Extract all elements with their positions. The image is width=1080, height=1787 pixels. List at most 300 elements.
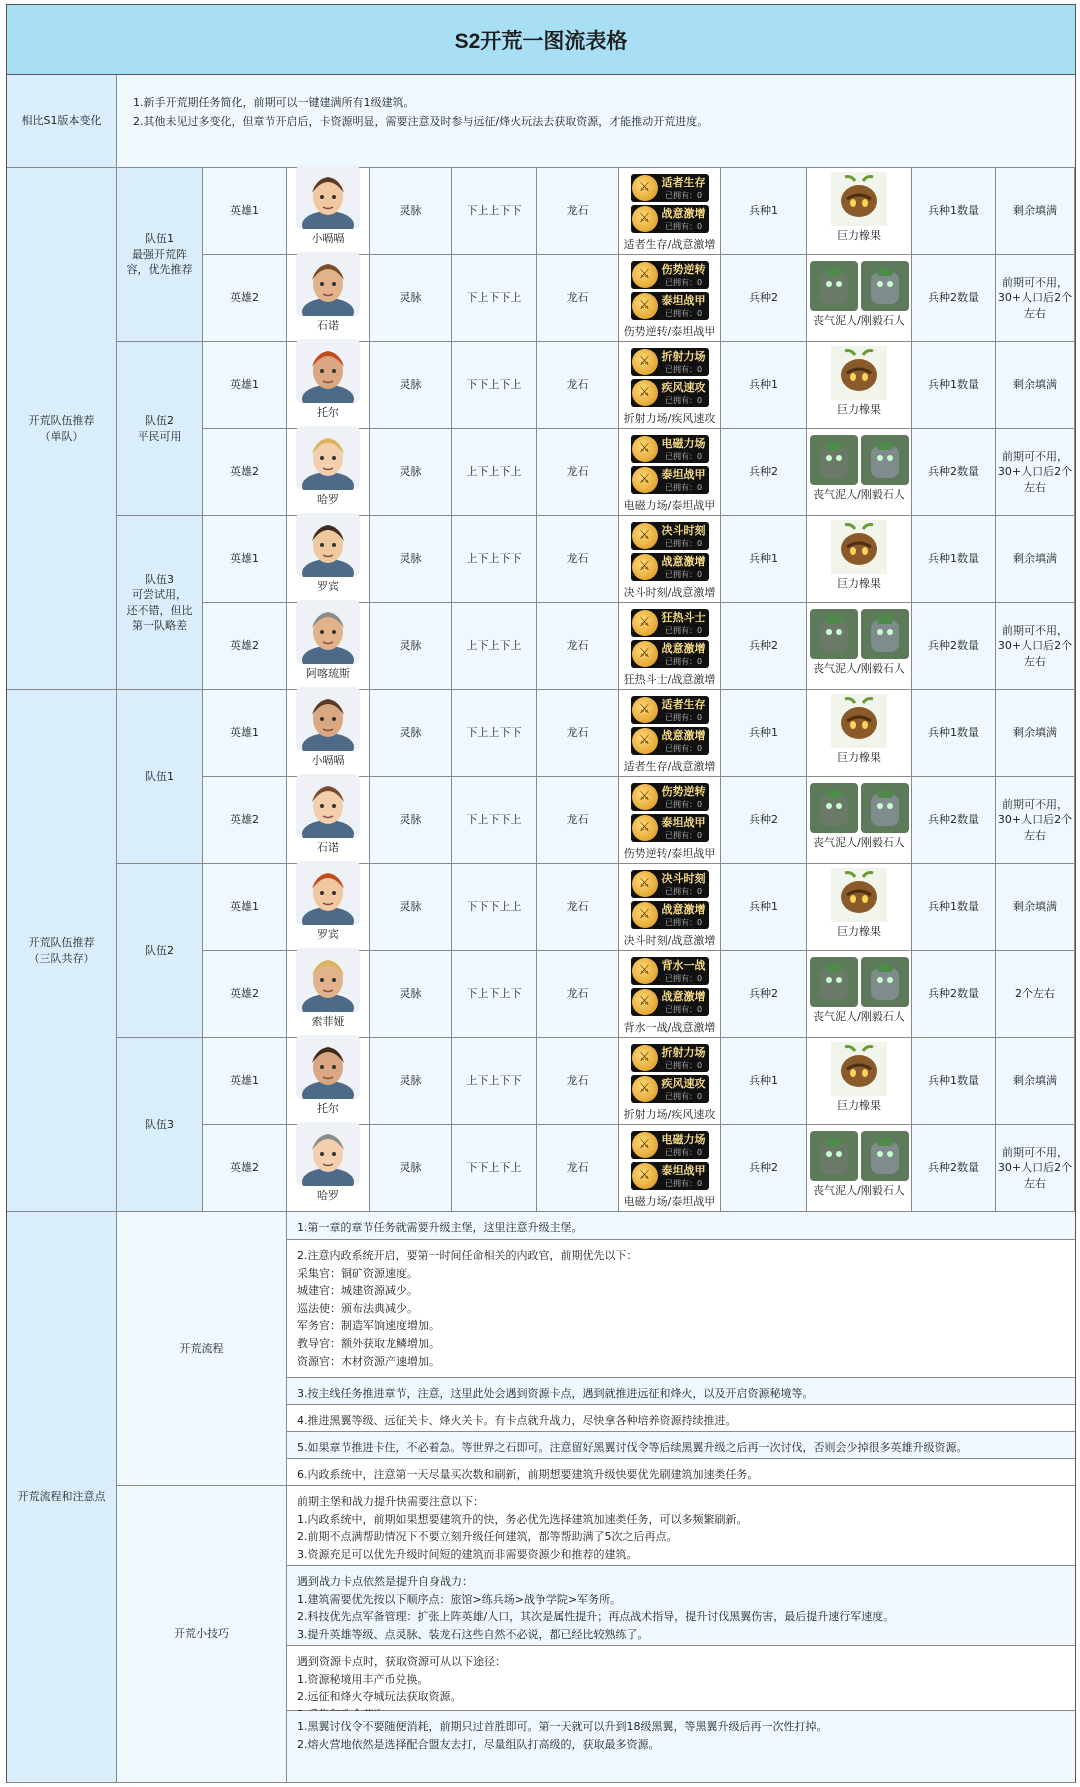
direction-cell: 上下上下下	[452, 516, 537, 603]
skill-text	[662, 815, 706, 842]
skills-label: 狂热斗士/战意激增	[623, 672, 716, 686]
skill-name: 泰坦战甲	[661, 467, 706, 481]
hero-portrait	[296, 687, 360, 751]
unit-cell	[807, 342, 912, 429]
unit-images	[810, 609, 909, 659]
quantity-cell: 兵种2数量	[912, 1125, 996, 1212]
hero-portrait	[296, 600, 360, 664]
quantity-cell: 兵种2数量	[912, 951, 996, 1038]
skill-owned: 已拥有：0	[664, 538, 703, 548]
acorn-icon	[831, 346, 887, 400]
unit-label: 丧气泥人/刚毅石人	[813, 1184, 905, 1198]
skill-owned: 已拥有：0	[664, 364, 703, 374]
direction-cell: 上下上下下	[452, 1038, 537, 1125]
skill-icon: ⚔	[632, 175, 658, 201]
direction-cell: 下下下上上	[452, 864, 537, 951]
note-cell: 剩余填满	[996, 864, 1075, 951]
skill-icon: ⚔	[632, 697, 658, 723]
hero-slot: 英雄2	[203, 951, 287, 1038]
flow-step: 2.注意内政系统开启，要第一时间任命相关的内政官，前期优先以下： 采集官：铜矿资源速度。 城建官：城建资源减少。 巡法使：颁布法典减少。 军务官：制造军饷速度增加。 教导官：额外获取龙鳞增加。 资源官：木材资源产速增加。	[287, 1240, 1075, 1378]
skills-label: 伤势逆转/泰坦战甲	[623, 846, 716, 860]
unit-cell	[807, 951, 912, 1038]
page-title: S2开荒一图流表格	[7, 5, 1075, 75]
skills-cell	[619, 429, 721, 516]
hero-cell	[287, 951, 370, 1038]
dragonstone-cell: 龙石	[537, 168, 619, 255]
hero-cell	[287, 603, 370, 690]
hero-name: 小嗝嗝	[311, 754, 345, 768]
skills-label: 适者生存/战意激增	[623, 237, 716, 251]
direction-cell: 下上下下上	[452, 777, 537, 864]
dragonstone-cell: 龙石	[537, 342, 619, 429]
skill-owned: 已拥有：0	[664, 973, 703, 983]
vein-cell: 灵脉	[370, 777, 452, 864]
skill-text	[662, 784, 706, 811]
skill-card	[631, 640, 709, 668]
skill-card	[631, 1131, 709, 1159]
skill-name: 疾风速攻	[661, 380, 706, 394]
note-cell: 剩余填满	[996, 516, 1075, 603]
quantity-cell: 兵种2数量	[912, 777, 996, 864]
skill-text	[662, 1045, 706, 1072]
skill-owned: 已拥有：0	[664, 1004, 703, 1014]
vein-cell: 灵脉	[370, 690, 452, 777]
unit-type-cell: 兵种2	[721, 777, 807, 864]
unit-images	[810, 1131, 909, 1181]
skill-name: 适者生存	[661, 697, 706, 711]
direction-cell: 下下上下上	[452, 342, 537, 429]
hero-cell	[287, 1038, 370, 1125]
unit-cell	[807, 255, 912, 342]
skill-icon: ⚔	[632, 989, 658, 1015]
unit-type-cell: 兵种2	[721, 603, 807, 690]
team-label: 队伍3 可尝试用， 还不错，但比 第一队略差	[117, 516, 203, 690]
hero-cell	[287, 864, 370, 951]
dragonstone-cell: 龙石	[537, 1038, 619, 1125]
skill-icon: ⚔	[632, 1163, 658, 1189]
hero-cell	[287, 777, 370, 864]
dragonstone-cell: 龙石	[537, 516, 619, 603]
hero-cell	[287, 429, 370, 516]
direction-cell: 下上下下上	[452, 255, 537, 342]
flow-step: 6.内政系统中，注意第一天尽量买次数和刷新，前期想要建筑升级快要优先刷建筑加速类任务。	[287, 1459, 1075, 1486]
unit-label: 巨力橡果	[837, 403, 881, 417]
note-cell: 剩余填满	[996, 168, 1075, 255]
vein-cell: 灵脉	[370, 255, 452, 342]
flow-label: 开荒流程	[117, 1212, 287, 1486]
skill-icon: ⚔	[632, 554, 658, 580]
skill-card	[631, 696, 709, 724]
skill-icon: ⚔	[632, 815, 658, 841]
skill-owned: 已拥有：0	[664, 277, 703, 287]
tip-block: 前期主堡和战力提升快需要注意以下： 1.内政系统中，前期如果想要建筑升的快，务必优先选择建筑加速类任务，可以多频繁刷新。 2.前期不点满帮助情况下不要立刻升级任何建筑，都等帮助满了5次之后再点。 3.资源充足可以优先升级时间短的建筑而非需要资源少和推荐的建筑。	[287, 1486, 1075, 1566]
skill-owned: 已拥有：0	[664, 221, 703, 231]
skill-card	[631, 988, 709, 1016]
hero-name: 托尔	[317, 406, 339, 420]
skills-cell	[619, 951, 721, 1038]
skill-icon: ⚔	[632, 523, 658, 549]
skill-text	[662, 989, 706, 1016]
skill-name: 泰坦战甲	[661, 1163, 706, 1177]
skills-cell	[619, 342, 721, 429]
skill-name: 战意激增	[661, 728, 706, 742]
skill-text	[662, 523, 706, 550]
acorn-icon	[831, 172, 887, 226]
note-cell: 2个左右	[996, 951, 1075, 1038]
skill-card	[631, 783, 709, 811]
unit-images	[831, 868, 887, 922]
hero-cell	[287, 168, 370, 255]
hero-portrait	[296, 339, 360, 403]
skill-name: 折射力场	[661, 349, 706, 363]
skill-text	[662, 380, 706, 407]
unit-cell	[807, 168, 912, 255]
skills-label: 伤势逆转/泰坦战甲	[623, 324, 716, 338]
skill-owned: 已拥有：0	[664, 712, 703, 722]
skill-text	[662, 175, 706, 202]
hero-name: 罗宾	[317, 928, 339, 942]
skill-card	[631, 1044, 709, 1072]
stone-golem-icon	[861, 261, 909, 311]
dragonstone-cell: 龙石	[537, 255, 619, 342]
skill-text	[662, 610, 706, 637]
hero-name: 石诺	[317, 841, 339, 855]
skill-text	[662, 958, 706, 985]
skill-name: 决斗时刻	[661, 523, 706, 537]
unit-type-cell: 兵种1	[721, 168, 807, 255]
hero-slot: 英雄1	[203, 690, 287, 777]
process-label: 开荒流程和注意点	[7, 1212, 117, 1783]
hero-name: 阿喀琉斯	[306, 667, 350, 681]
quantity-cell: 兵种1数量	[912, 342, 996, 429]
skill-name: 泰坦战甲	[661, 293, 706, 307]
skill-text	[662, 871, 706, 898]
tip-block: 遇到战力卡点依然是提升自身战力： 1.建筑需要优先按以下顺序点：旅馆>练兵场>战争学院>军务所。 2.科技优先点军备管理：扩张上阵英雄/人口，其次是属性提升；再点战术指导，提升讨伐黑翼伤害，最后提升速行军速度。 3.提升英雄等级、点灵脉、装龙石这些自然不必说，都已经比较熟练了。	[287, 1566, 1075, 1646]
stone-golem-icon	[861, 1131, 909, 1181]
team-label: 队伍2	[117, 864, 203, 1038]
skill-card	[631, 348, 709, 376]
skill-name: 战意激增	[661, 641, 706, 655]
unit-cell	[807, 777, 912, 864]
tip-block: 遇到资源卡点时，获取资源可从以下途径： 1.资源秘境用丰产币兑换。 2.远征和烽火夺城玩法获取资源。	[287, 1646, 1075, 1711]
skill-name: 伤势逆转	[661, 784, 706, 798]
mud-golem-icon	[810, 783, 858, 833]
skill-text	[662, 467, 706, 494]
skills-cell	[619, 777, 721, 864]
vein-cell: 灵脉	[370, 603, 452, 690]
skill-owned: 已拥有：0	[664, 1091, 703, 1101]
note-cell: 前期可不用， 30+人口后2个 左右	[996, 777, 1075, 864]
hero-slot: 英雄2	[203, 603, 287, 690]
quantity-cell: 兵种1数量	[912, 1038, 996, 1125]
hero-cell	[287, 255, 370, 342]
skill-text	[662, 349, 706, 376]
dragonstone-cell: 龙石	[537, 777, 619, 864]
skill-name: 电磁力场	[661, 1132, 706, 1146]
vein-cell: 灵脉	[370, 864, 452, 951]
skills-label: 决斗时刻/战意激增	[623, 933, 716, 947]
unit-cell	[807, 1038, 912, 1125]
skill-icon: ⚔	[632, 728, 658, 754]
skill-text	[662, 902, 706, 929]
unit-images	[810, 261, 909, 311]
skill-card	[631, 205, 709, 233]
changes-text	[117, 75, 1075, 168]
skill-owned: 已拥有：0	[664, 656, 703, 666]
skills-cell	[619, 603, 721, 690]
skill-card	[631, 466, 709, 494]
note-cell: 前期可不用， 30+人口后2个 左右	[996, 1125, 1075, 1212]
skill-icon: ⚔	[632, 293, 658, 319]
unit-type-cell: 兵种2	[721, 1125, 807, 1212]
skill-icon: ⚔	[632, 262, 658, 288]
skill-text	[662, 293, 706, 320]
skill-owned: 已拥有：0	[664, 482, 703, 492]
skill-name: 折射力场	[661, 1045, 706, 1059]
tips-label: 开荒小技巧	[117, 1486, 287, 1783]
skill-text	[662, 1132, 706, 1159]
skill-text	[662, 206, 706, 233]
acorn-icon	[831, 1042, 887, 1096]
skill-icon: ⚔	[632, 206, 658, 232]
hero-portrait	[296, 861, 360, 925]
team-label: 队伍1 最强开荒阵 容，优先推荐	[117, 168, 203, 342]
skill-owned: 已拥有：0	[664, 830, 703, 840]
unit-type-cell: 兵种2	[721, 429, 807, 516]
hero-slot: 英雄2	[203, 429, 287, 516]
unit-type-cell: 兵种1	[721, 864, 807, 951]
team-label: 队伍1	[117, 690, 203, 864]
unit-type-cell: 兵种1	[721, 516, 807, 603]
hero-slot: 英雄1	[203, 516, 287, 603]
skill-text	[662, 1076, 706, 1103]
unit-images	[831, 694, 887, 748]
unit-images	[831, 172, 887, 226]
direction-cell: 上下上下上	[452, 603, 537, 690]
changes-line-2: 2.其他未见过多变化，但章节开启后，卡资源明显，需要注意及时参与远征/烽火玩法去获取资源，才能推动开荒进度。	[133, 115, 709, 129]
unit-label: 丧气泥人/刚毅石人	[813, 314, 905, 328]
unit-type-cell: 兵种2	[721, 951, 807, 1038]
unit-label: 丧气泥人/刚毅石人	[813, 662, 905, 676]
skill-owned: 已拥有：0	[664, 308, 703, 318]
note-cell: 前期可不用， 30+人口后2个 左右	[996, 429, 1075, 516]
skill-card	[631, 901, 709, 929]
unit-type-cell: 兵种1	[721, 342, 807, 429]
hero-portrait	[296, 165, 360, 229]
unit-images	[831, 520, 887, 574]
skill-owned: 已拥有：0	[664, 917, 703, 927]
dragonstone-cell: 龙石	[537, 864, 619, 951]
skill-icon: ⚔	[632, 1076, 658, 1102]
skill-card	[631, 1075, 709, 1103]
skills-label: 电磁力场/泰坦战甲	[623, 498, 716, 512]
skill-owned: 已拥有：0	[664, 395, 703, 405]
unit-type-cell: 兵种1	[721, 1038, 807, 1125]
hero-cell	[287, 690, 370, 777]
skill-owned: 已拥有：0	[664, 1147, 703, 1157]
flow-step: 5.如果章节推进卡住，不必着急。等世界之石即可。注意留好黑翼讨伐令等后续黑翼升级之后再一次讨伐，否则会少掉很多英雄升级资源。	[287, 1432, 1075, 1459]
skill-card	[631, 379, 709, 407]
skill-card	[631, 609, 709, 637]
section-label: 开荒队伍推荐 （三队共存）	[7, 690, 117, 1212]
skill-text	[662, 554, 706, 581]
skill-text	[662, 1163, 706, 1190]
hero-name: 哈罗	[317, 493, 339, 507]
skills-cell	[619, 168, 721, 255]
skill-icon: ⚔	[632, 784, 658, 810]
skills-cell	[619, 516, 721, 603]
unit-type-cell: 兵种2	[721, 255, 807, 342]
dragonstone-cell: 龙石	[537, 951, 619, 1038]
quantity-cell: 兵种2数量	[912, 603, 996, 690]
flow-step: 4.推进黑翼等级、远征关卡、烽火关卡。有卡点就升战力，尽快拿各种培养资源持续推进。	[287, 1405, 1075, 1432]
strategy-table	[6, 4, 1076, 1783]
acorn-icon	[831, 868, 887, 922]
quantity-cell: 兵种1数量	[912, 864, 996, 951]
acorn-icon	[831, 694, 887, 748]
skill-name: 战意激增	[661, 206, 706, 220]
flow-step: 1.第一章的章节任务就需要升级主堡，这里注意升级主堡。	[287, 1212, 1075, 1240]
skill-card	[631, 435, 709, 463]
unit-cell	[807, 429, 912, 516]
skills-label: 适者生存/战意激增	[623, 759, 716, 773]
skill-card	[631, 957, 709, 985]
skill-owned: 已拥有：0	[664, 743, 703, 753]
skill-owned: 已拥有：0	[664, 799, 703, 809]
unit-cell	[807, 603, 912, 690]
mud-golem-icon	[810, 1131, 858, 1181]
acorn-icon	[831, 520, 887, 574]
unit-label: 巨力橡果	[837, 229, 881, 243]
quantity-cell: 兵种1数量	[912, 168, 996, 255]
unit-images	[810, 957, 909, 1007]
tip-block: 1.黑翼讨伐令不要随便消耗，前期只过首胜即可。第一天就可以升到18级黑翼，等黑翼升级后再一次性打掉。 2.熔火营地依然是选择配合盟友去打，尽量组队打高级的，获取最多资源。	[287, 1711, 1075, 1783]
skills-cell	[619, 690, 721, 777]
stone-golem-icon	[861, 783, 909, 833]
skill-card	[631, 814, 709, 842]
hero-slot: 英雄1	[203, 342, 287, 429]
skill-owned: 已拥有：0	[664, 1178, 703, 1188]
hero-name: 哈罗	[317, 1189, 339, 1203]
direction-cell: 上下上下上	[452, 429, 537, 516]
changes-label: 相比S1版本变化	[7, 75, 117, 168]
hero-portrait	[296, 1035, 360, 1099]
skill-icon: ⚔	[632, 958, 658, 984]
skill-icon: ⚔	[632, 380, 658, 406]
dragonstone-cell: 龙石	[537, 690, 619, 777]
skill-card	[631, 727, 709, 755]
note-cell: 剩余填满	[996, 690, 1075, 777]
flow-step: 3.按主线任务推进章节，注意，这里此处会遇到资源卡点，遇到就推进远征和烽火，以及开启资源秘境等。	[287, 1378, 1075, 1405]
skills-label: 决斗时刻/战意激增	[623, 585, 716, 599]
unit-label: 丧气泥人/刚毅石人	[813, 488, 905, 502]
skill-name: 背水一战	[661, 958, 706, 972]
hero-portrait	[296, 513, 360, 577]
skill-icon: ⚔	[632, 902, 658, 928]
hero-portrait	[296, 426, 360, 490]
hero-name: 石诺	[317, 319, 339, 333]
direction-cell: 下上上下下	[452, 168, 537, 255]
skill-owned: 已拥有：0	[664, 886, 703, 896]
skill-card	[631, 1162, 709, 1190]
skill-text	[662, 641, 706, 668]
skills-label: 折射力场/疾风速攻	[623, 1107, 716, 1121]
quantity-cell: 兵种2数量	[912, 255, 996, 342]
skill-icon: ⚔	[632, 467, 658, 493]
skill-text	[662, 436, 706, 463]
skill-icon: ⚔	[632, 1132, 658, 1158]
hero-name: 托尔	[317, 1102, 339, 1116]
hero-name: 索菲娅	[311, 1015, 345, 1029]
stone-golem-icon	[861, 435, 909, 485]
hero-slot: 英雄1	[203, 1038, 287, 1125]
vein-cell: 灵脉	[370, 1038, 452, 1125]
direction-cell: 下上上下下	[452, 690, 537, 777]
skill-owned: 已拥有：0	[664, 569, 703, 579]
vein-cell: 灵脉	[370, 429, 452, 516]
skill-text	[662, 697, 706, 724]
vein-cell: 灵脉	[370, 168, 452, 255]
skill-name: 疾风速攻	[661, 1076, 706, 1090]
skill-name: 狂热斗士	[661, 610, 706, 624]
section-label: 开荒队伍推荐 （单队）	[7, 168, 117, 690]
skill-name: 适者生存	[661, 175, 706, 189]
unit-cell	[807, 1125, 912, 1212]
skills-cell	[619, 1038, 721, 1125]
note-cell: 前期可不用， 30+人口后2个 左右	[996, 255, 1075, 342]
skill-card	[631, 174, 709, 202]
skill-text	[662, 728, 706, 755]
skill-icon: ⚔	[632, 610, 658, 636]
hero-cell	[287, 1125, 370, 1212]
skill-icon: ⚔	[632, 349, 658, 375]
skill-name: 电磁力场	[661, 436, 706, 450]
mud-golem-icon	[810, 261, 858, 311]
skills-label: 电磁力场/泰坦战甲	[623, 1194, 716, 1208]
hero-name: 小嗝嗝	[311, 232, 345, 246]
hero-cell	[287, 342, 370, 429]
stone-golem-icon	[861, 957, 909, 1007]
skill-icon: ⚔	[632, 871, 658, 897]
mud-golem-icon	[810, 957, 858, 1007]
skill-owned: 已拥有：0	[664, 451, 703, 461]
team-label: 队伍3	[117, 1038, 203, 1212]
direction-cell: 下上下上下	[452, 951, 537, 1038]
dragonstone-cell: 龙石	[537, 1125, 619, 1212]
unit-type-cell: 兵种1	[721, 690, 807, 777]
mud-golem-icon	[810, 435, 858, 485]
dragonstone-cell: 龙石	[537, 603, 619, 690]
dragonstone-cell: 龙石	[537, 429, 619, 516]
unit-label: 巨力橡果	[837, 751, 881, 765]
skill-card	[631, 870, 709, 898]
hero-cell	[287, 516, 370, 603]
skill-name: 战意激增	[661, 902, 706, 916]
skills-cell	[619, 255, 721, 342]
mud-golem-icon	[810, 609, 858, 659]
hero-slot: 英雄2	[203, 777, 287, 864]
vein-cell: 灵脉	[370, 951, 452, 1038]
unit-cell	[807, 864, 912, 951]
direction-cell: 下下上下上	[452, 1125, 537, 1212]
hero-name: 罗宾	[317, 580, 339, 594]
hero-portrait	[296, 252, 360, 316]
skill-card	[631, 261, 709, 289]
unit-cell	[807, 690, 912, 777]
unit-images	[831, 346, 887, 400]
skill-name: 伤势逆转	[661, 262, 706, 276]
skill-name: 泰坦战甲	[661, 815, 706, 829]
